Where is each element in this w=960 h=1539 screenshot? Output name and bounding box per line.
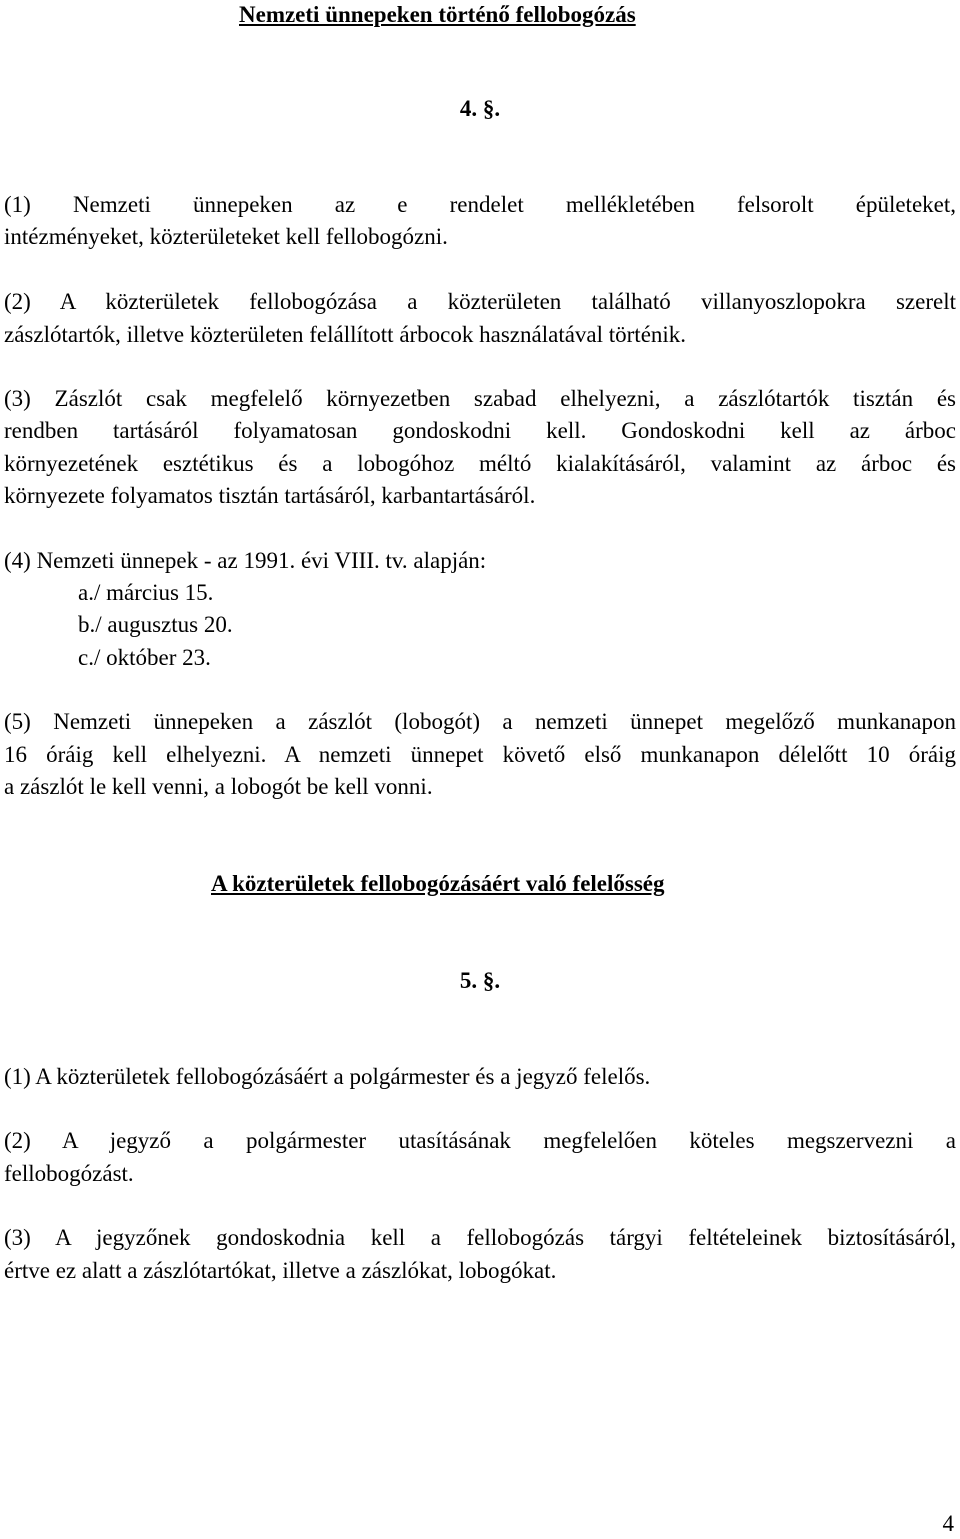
s4-p2-line1: (2) A közterületek fellobogózása a közterületen található villanyoszlopokra szerelt	[4, 289, 956, 314]
s4-p5-line2: 16 óráig kell elhelyezni. A nemzeti ünnepet követő első munkanapon délelőtt 10 óráig	[4, 742, 956, 767]
s4-p2-line2: zászlótartók, illetve közterületen felállított árbocok használatával történik.	[4, 322, 687, 347]
section5-number: 5. §.	[459, 968, 501, 993]
s4-p5-line1: (5) Nemzeti ünnepeken a zászlót (lobogót) a nemzeti ünnepet megelőző munkanapon	[4, 709, 956, 734]
section4-heading: Nemzeti ünnepeken történő fellobogózás	[239, 2, 636, 27]
s5-p3-line2: értve ez alatt a zászlótartókat, illetve a zászlókat, lobogókat.	[4, 1258, 557, 1283]
s5-p3-line1: (3) A jegyzőnek gondoskodnia kell a fellobogózás tárgyi feltételeinek biztosításáról,	[4, 1225, 956, 1250]
s5-p2-line1: (2) A jegyző a polgármester utasításának megfelelően köteles megszervezni a	[4, 1128, 956, 1153]
section4-number: 4. §.	[459, 96, 501, 121]
s4-p3-line2: rendben tartásáról folyamatosan gondoskodni kell. Gondoskodni kell az árboc	[4, 418, 956, 443]
s5-p1-line1: (1) A közterületek fellobogózásáért a polgármester és a jegyző felelős.	[4, 1064, 651, 1089]
s4-p4-line1: (4) Nemzeti ünnepek - az 1991. évi VIII. tv. alapján:	[4, 548, 487, 573]
s4-p4-item-b: b./ augusztus 20.	[78, 612, 233, 637]
s4-p3-line3: környezetének esztétikus és a lobogóhoz méltó kialakításáról, valamint az árboc és	[4, 451, 956, 476]
s4-p3-line4: környezete folyamatos tisztán tartásáról, karbantartásáról.	[4, 483, 536, 508]
s4-p4-item-c: c./ október 23.	[78, 645, 211, 670]
s4-p1-line2: intézményeket, közterületeket kell fellobogózni.	[4, 224, 448, 249]
s4-p5-line3: a zászlót le kell venni, a lobogót be kell vonni.	[4, 774, 433, 799]
s5-p2-line2: fellobogózást.	[4, 1161, 134, 1186]
page-number: 4	[942, 1511, 954, 1536]
s4-p1-line1: (1) Nemzeti ünnepeken az e rendelet mellékletében felsorolt épületeket,	[4, 192, 956, 217]
s4-p4-item-a: a./ március 15.	[78, 580, 214, 605]
s4-p3-line1: (3) Zászlót csak megfelelő környezetben szabad elhelyezni, a zászlótartók tisztán és	[4, 386, 956, 411]
section5-heading: A közterületek fellobogózásáért való felelősség	[211, 871, 665, 896]
